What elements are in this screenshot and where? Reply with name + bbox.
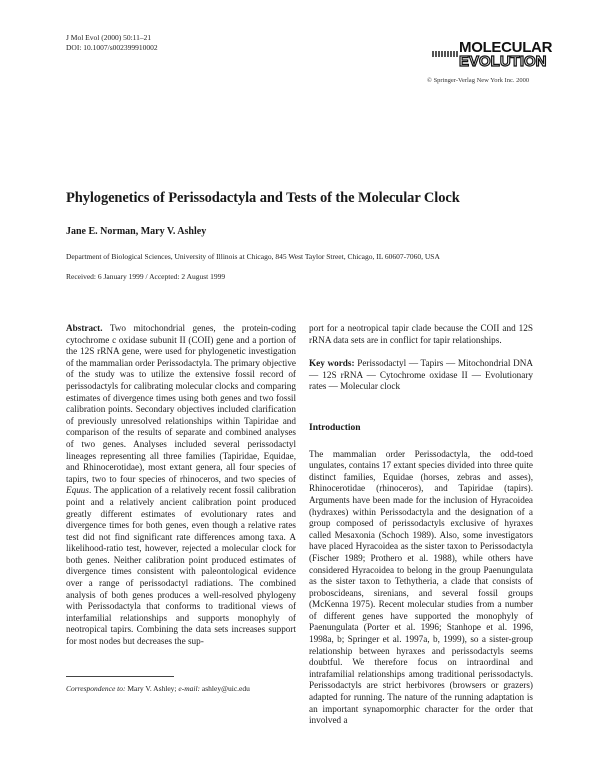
right-column <box>309 323 533 727</box>
abstract-text: Two mitochondrial genes, the protein-coding cytochrome c oxidase subunit II (COII) gene and a portion of the 12S rRNA gene, were used for phylogenetic investigation of the mammalian order Perissodactyla. The primary objective of the study was to utilize the extensive fossil record of perissodactyls for calibrating molecular clocks and comparing estimates of divergence times using both genes and two fossil calibration points. Secondary objectives included clarification of previously unresolved relationships within Tapiridae and comparison of the results of separate and combined analyses of two genes. Analyses included several perissodactyl lineages representing all three families (Tapiridae, Equidae, and Rhinocerotidae), most extant genera, all four species of tapirs, two to four species of rhinoceros, and two species of <box>66 323 296 484</box>
received-dates: Received: 6 January 1999 / Accepted: 2 August 1999 <box>66 272 226 281</box>
correspondence <box>66 684 250 693</box>
journal-logo <box>432 39 553 72</box>
abstract-equus: Equus <box>66 485 89 496</box>
abstract-continuation: port for a neotropical tapir clade because the COII and 12S rRNA data sets are in conflict for tapir relationships. <box>309 323 533 345</box>
authors: Jane E. Norman, Mary V. Ashley <box>66 226 207 237</box>
paper-title: Phylogenetics of Perissodactyla and Tests of the Molecular Clock <box>66 190 460 206</box>
logo-molecular: MOLECULAR <box>459 39 553 56</box>
logo-evolution: EVOLUTION <box>459 53 547 70</box>
left-column <box>66 323 296 648</box>
footnote-rule <box>66 676 174 677</box>
correspondence-name: Mary V. Ashley; <box>125 684 179 693</box>
journal-header <box>66 33 158 52</box>
abstract-label: Abstract. <box>66 323 103 333</box>
copyright: © Springer-Verlag New York Inc. 2000 <box>427 77 530 84</box>
citation: J Mol Evol (2000) 50:11–21 <box>66 33 152 42</box>
keywords-paragraph <box>309 358 533 393</box>
abstract-text-2: . The application of a relatively recent fossil calibration point and a relatively ancient calibration point produced greatly different estimates of evolutionary rates and divergence times for both genes, even though a relative rates test did not find significant rate differences among taxa. A likelihood-ratio test, however, rejected a molecular clock for both genes. Neither calibration point produced estimates of divergence times consistent with paleontological evidence over a range of perissodactyl radiations. The combined analysis of both genes produces a well-resolved phylogeny with Perissodactyla that conforms to traditional views of interfamilial relationships and supports monophyly of neotropical tapirs. Combining the data sets increases support for most nodes but decreases the sup- <box>66 485 296 647</box>
introduction-heading: Introduction <box>309 422 361 433</box>
keywords-label: Key words: <box>309 358 355 369</box>
keywords-text: Perissodactyl — Tapirs — Mitochondrial DNA — 12S rRNA — Cytochrome oxidase II — Evolutionary rates — Molecular clock <box>309 358 534 392</box>
affiliation: Department of Biological Sciences, University of Illinois at Chicago, 845 West Taylor Street, Chicago, IL 60607-7060, USA <box>66 252 440 261</box>
introduction-text: The mammalian order Perissodactyla, the odd-toed ungulates, contains 17 extant species divided into three quite distinct families, Equidae (horses, zebras and asses), Rhinocerotidae (rhinoceros), and Tapiridae (tapirs). Arguments have been made for the inclusion of Hyracoidea (hydraxes) within Perissodactyla and the designation of a group composed of perissodactyls exclusive of hyraxes called Mesaxonia (Schoch 1989). Also, some investigators have placed Hyracoidea as the sister taxon to Perissodactyla (Fischer 1989; Prothero et al. 1988), while others have considered Hyracoidea to belong in the group Paenungulata as the sister taxon to Tethytheria, a clade that consists of proboscideans, sirenians, and several fossil groups (McKenna 1975). Recent molecular studies from a number of different genes have supported the monophyly of Paenungulata (Porter et al. 1996; Stanhope et al. 1996, 1998a, b; Springer et al. 1997a, b, 1999), so a sister-group relationship between hyraxes and perissodactyls seems doubtful. We therefore focus on intraordinal and intrafamilial relationships among traditional perissodactyls. Perissodactyls are strict herbivores (browsers or grazers) adapted for running. The nature of the running adaptation is an important synapomorphic character for the order that involved a <box>309 448 533 726</box>
doi: DOI: 10.1007/s002399910002 <box>66 42 158 52</box>
correspondence-label: Correspondence to: <box>66 684 126 693</box>
abstract-paragraph <box>66 323 296 648</box>
email-address: ashley@uic.edu <box>200 684 250 693</box>
logo-journal-of-text <box>432 51 458 57</box>
email-label: e-mail: <box>178 684 201 693</box>
